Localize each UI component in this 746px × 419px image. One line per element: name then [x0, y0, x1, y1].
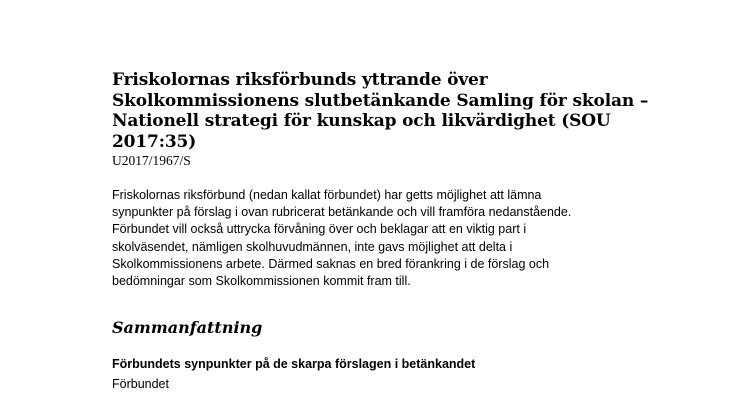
intro-line: synpunkter på förslag i ovan rubricerat betänkande och vill framföra nedanstående. [112, 205, 572, 220]
intro-line: bedömningar som Skolkommissionen kommit fram till. [112, 274, 411, 289]
intro-line: skolväsendet, nämligen skolhuvudmännen, inte gavs möjlighet att delta i [112, 239, 513, 254]
intro-line: Skolkommissionens arbete. Därmed saknas en bred förankring i de förslag och [112, 256, 550, 271]
section-heading-sammanfattning: Sammanfattning [112, 318, 263, 338]
intro-line: Friskolornas riksförbund (nedan kallat förbundet) har getts möjlighet att lämna [112, 188, 542, 202]
document-reference: U2017/1967/S [112, 153, 191, 168]
title-line: Skolkommissionens slutbetänkande Samling för skolan – [112, 90, 649, 111]
subheading-synpunkter: Förbundets synpunkter på de skarpa förslagen i betänkandet [112, 357, 476, 372]
intro-paragraph [112, 187, 652, 290]
title-line: Friskolornas riksförbunds yttrande över [112, 70, 488, 90]
intro-line: Förbundet vill också uttrycka förvåning över och beklagar att en viktig part i [112, 222, 527, 237]
document-content [112, 70, 652, 393]
title-line: 2017:35) [112, 131, 197, 152]
body-paragraph: Förbundet [112, 377, 169, 392]
document-title [112, 70, 652, 152]
title-line: Nationell strategi för kunskap och likvärdighet (SOU [112, 111, 611, 131]
